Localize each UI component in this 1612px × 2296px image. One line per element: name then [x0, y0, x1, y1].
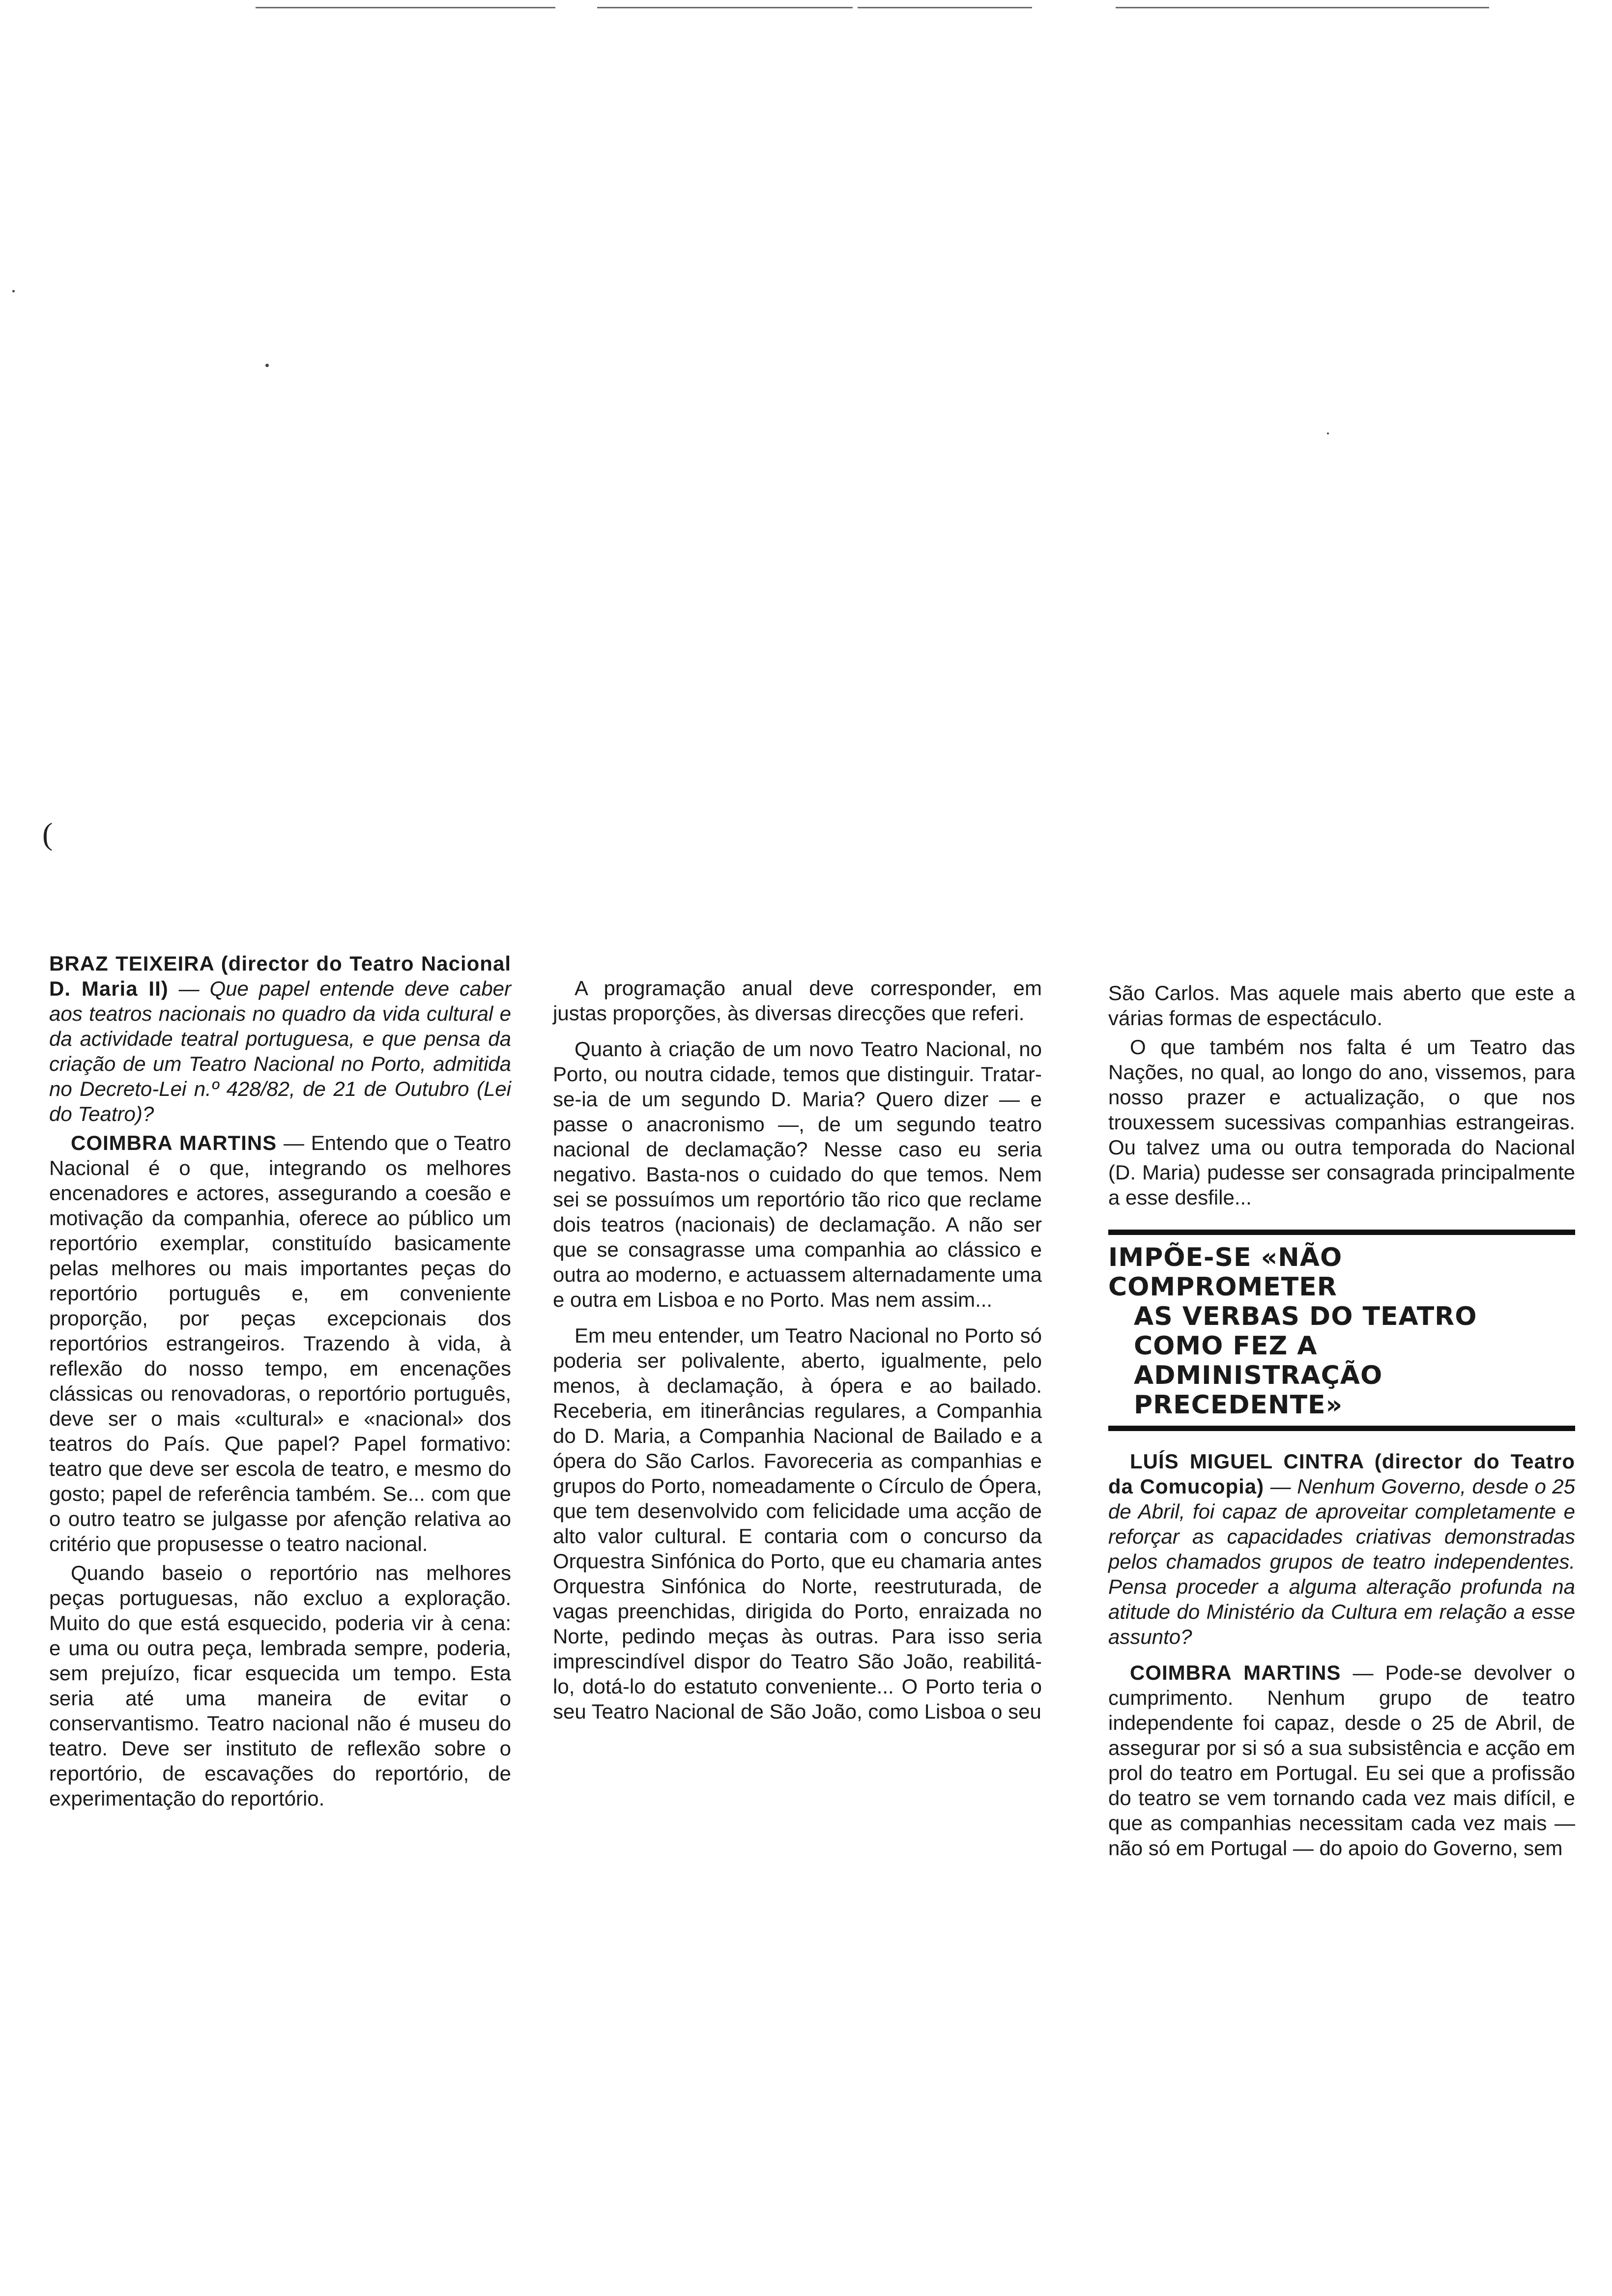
headline-rule-top: [1108, 1230, 1575, 1235]
question-1: — Que papel entende deve caber aos teatros nacionais no quadro da vida cultural e da actividade teatral portuguesa, e que pensa da criação de um Teatro Nacional no Porto, admitida no Decreto-Lei n.º 428/82, de 21 de Outubro (Lei do Teatro)?: [49, 977, 511, 1125]
article-column-2: [553, 976, 1042, 1728]
paragraph: São Carlos. Mas aquele mais aberto que este a várias formas de espectáculo.: [1108, 981, 1575, 1030]
section-headline-box: [1108, 1230, 1575, 1431]
headline-line: AS VERBAS DO TEATRO: [1134, 1302, 1477, 1331]
answer-1-text: — Entendo que o Teatro Nacional é o que, integrando os melhores encenadores e actores, assegurando a coesão e motivação da companhia, oferece ao público um reportório exemplar, constituído basicamente pelas melhores ou mais importantes peças do reportório português e, em conveniente proporção, por peças excepcionais dos reportórios estrangeiros. Trazendo à vida, à reflexão do nosso tempo, em encenações clássicas ou renovadoras, o reportório português, deve ser o mais «cultural» e «nacional» dos teatros do País. Que papel? Papel formativo: teatro que deve ser escola de teatro, e mesmo do gosto; papel de referência também. Se... com que o outro teatro se julgasse por afenção relativa ao critério que propusesse o teatro nacional.: [49, 1131, 512, 1555]
top-rule-far-right: [1116, 7, 1489, 8]
question-2: — Nenhum Governo, desde o 25 de Abril, foi capaz de aproveitar completamente e reforçar as capacidades criativas demonstradas pelos chamados grupos de teatro independentes. Pensa proceder a alguma alteração profunda na atitude do Ministério da Cultura em relação a esse assunto?: [1108, 1475, 1575, 1648]
section-headline: [1108, 1243, 1575, 1420]
headline-line: COMO FEZ A ADMINISTRAÇÃO: [1134, 1331, 1383, 1390]
answer-block-1: [49, 1130, 511, 1556]
scan-mark-parenthesis: (: [42, 816, 53, 851]
top-rule-left: [256, 7, 555, 8]
interview-block-1: [49, 951, 511, 1126]
paragraph: Em meu entender, um Teatro Nacional no Porto só poderia ser polivalente, aberto, igualmente, pelo menos, à declamação, à ópera e ao bailado. Receberia, em itinerâncias regulares, a Companhia do D. Maria, a Companhia Nacional de Bailado e a ópera do São Carlos. Favoreceria as companhias e grupos do Porto, nomeadamente o Círculo de Ópera, que tem desenvolvido com felicidade uma acção de alto valor cultural. E contaria com o concurso da Orquestra Sinfónica do Porto, que eu chamaria antes Orquestra Sinfónica do Norte, reestruturada, de vagas preenchidas, dirigida do Porto, enraizada no Norte, pedindo meças às outras. Para isso seria imprescindível dispor do Teatro São João, reabilitá-lo, dotá-lo do estatuto conveniente... O Porto teria o seu Teatro Nacional de São João, como Lisboa o seu: [553, 1324, 1042, 1723]
headline-rule-bottom: [1108, 1426, 1575, 1431]
article-column-1: [49, 951, 511, 1815]
interview-block-2: [1108, 1449, 1575, 1649]
article-column-3: [1108, 980, 1575, 1865]
speaker-braz-teixeira: BRAZ TEIXEIRA (director do Teatro Nacional D. Maria II): [49, 952, 511, 1000]
scan-speck: [265, 364, 269, 367]
speaker-coimbra-martins: COIMBRA MARTINS: [71, 1131, 277, 1154]
paragraph: Quanto à criação de um novo Teatro Nacional, no Porto, ou noutra cidade, temos que distinguir. Tratar-se-ia de um segundo D. Maria? Quero dizer — e passe o anacronismo —, de um segundo teatro nacional de declamação? Nesse caso eu seria negativo. Basta-nos o cuidado do que temos. Nem sei se possuímos um reportório tão rico que reclame dois teatros (nacionais) de declamação. A não ser que se consagrasse uma companhia ao clássico e outra ao moderno, e actuassem alternadamente uma e outra em Lisboa e no Porto. Mas nem assim...: [553, 1037, 1042, 1311]
top-rule-center: [597, 7, 853, 8]
speaker-luis-miguel-cintra: LUÍS MIGUEL CINTRA (director do Teatro da Comucopia): [1108, 1450, 1575, 1498]
answer-2-text: — Pode-se devolver o cumprimento. Nenhum grupo de teatro independente foi capaz, desde o 25 de Abril, de assegurar por si só a sua subsistência e acção em prol do teatro em Portugal. Eu sei que a profissão do teatro se vem tornando cada vez mais difícil, e que as companhias necessitam cada vez mais — não só em Portugal — do apoio do Governo, sem: [1108, 1661, 1575, 1860]
paragraph: Quando baseio o reportório nas melhores peças portuguesas, não excluo a exploração. Muito do que está esquecido, poderia vir à cena: e uma ou outra peça, lembrada sempre, poderia, sem prejuízo, ficar esquecida um tempo. Esta seria até uma maneira de evitar o conservantismo. Teatro nacional não é museu do teatro. Deve ser instituto de reflexão sobre o reportório, de escavações do reportório, de experimentação do reportório.: [49, 1561, 511, 1810]
answer-block-2: [1108, 1660, 1575, 1861]
scan-speck: [12, 290, 15, 292]
headline-line: IMPÕE-SE «NÃO COMPROMETER: [1108, 1243, 1343, 1302]
paragraph: O que também nos falta é um Teatro das Nações, no qual, ao longo do ano, vissemos, para nosso prazer e actualização, o que nos trouxessem sucessivas companhias estrangeiras. Ou talvez uma ou outra temporada do Nacional (D. Maria) pudesse ser consagrada principalmente a esse desfile...: [1108, 1035, 1575, 1209]
headline-line: PRECEDENTE»: [1134, 1390, 1343, 1420]
speaker-coimbra-martins: COIMBRA MARTINS: [1130, 1661, 1341, 1684]
top-rule-right: [858, 7, 1032, 8]
scan-speck: [1327, 432, 1329, 434]
paragraph: A programação anual deve corresponder, em justas proporções, às diversas direcções que referi.: [553, 976, 1042, 1025]
